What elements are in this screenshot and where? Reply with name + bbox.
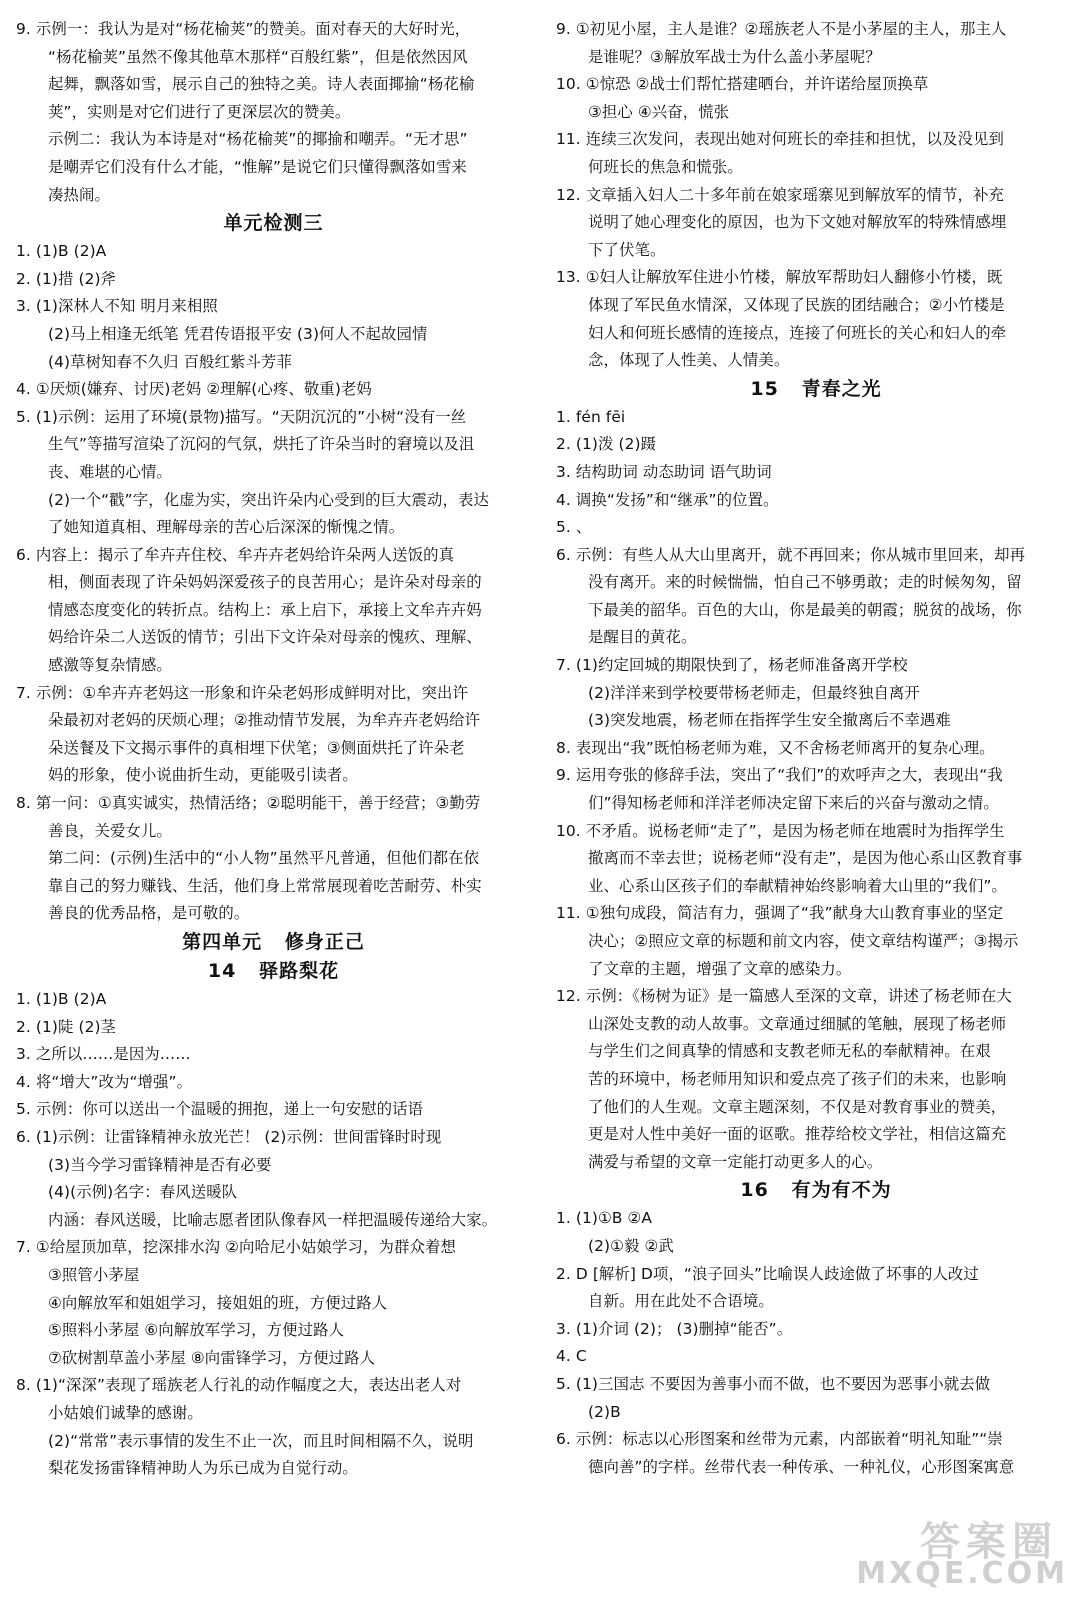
answer-item: 3. 结构助词 动态助词 语气助词 xyxy=(556,462,772,481)
answer-line: ④向解放军和姐姐学习，接姐姐的班，方便过路人 xyxy=(48,1293,388,1312)
answer-item: 1. (1)B (2)A xyxy=(16,242,107,261)
answer-line: 小姑娘们诚挚的感谢。 xyxy=(48,1403,203,1422)
answer-item: 8. (1)“深深”表现了瑶族老人行礼的动作幅度之大，表达出老人对 xyxy=(16,1376,462,1395)
answer-line: 山深处支教的动人故事。文章通过细腻的笔触，展现了杨老师 xyxy=(588,1014,1007,1033)
answer-item: 5. (1)三国志 不要因为善事小而不做，也不要因为恶事小就去做 xyxy=(556,1374,991,1393)
answer-line: 梨花发扬雷锋精神助人为乐已成为自觉行动。 xyxy=(48,1459,358,1478)
answer-item: 7. (1)约定回城的期限快到了，杨老师准备离开学校 xyxy=(556,656,908,675)
answer-item: 6. 示例：有些人从大山里离开，就不再回来；你从城市里回来，却再 xyxy=(556,545,1026,564)
answer-item: 13. ①妇人让解放军住进小竹楼，解放军帮助妇人翻修小竹楼，既 xyxy=(556,268,1003,287)
answer-line: (2)马上相逢无纸笔 凭君传语报平安 (3)何人不起故园情 xyxy=(48,324,428,343)
answer-line: 了他们的人生观。文章主题深刻，不仅是对教育事业的赞美， xyxy=(588,1097,1007,1116)
answer-item: 2. (1)措 (2)斧 xyxy=(16,269,117,288)
answer-line: 相，侧面表现了许朵妈妈深爱孩子的良苦用心；是许朵对母亲的 xyxy=(48,573,482,592)
answer-line: 靠自己的努力赚钱、生活，他们身上常常展现着吃苦耐劳、朴实 xyxy=(48,876,482,895)
answer-item: 4. 将“增大”改为“增强”。 xyxy=(16,1072,193,1091)
answer-line: 德向善”的字样。丝带代表一种传承、一种礼仪，心形图案寓意 xyxy=(588,1457,1015,1476)
answer-line: (2)①毅 ②武 xyxy=(588,1236,674,1255)
answer-line: ③担心 ④兴奋，慌张 xyxy=(588,102,730,121)
answer-line: 下最美的韶华。百色的大山，你是最美的朝霞；脱贫的战场，你 xyxy=(588,600,1022,619)
answer-line: 与学生们之间真挚的情感和支教老师无私的奉献精神。在艰 xyxy=(588,1042,991,1061)
answer-item: 5. 、 xyxy=(556,518,592,537)
answer-line: 了文章的主题，增强了文章的感染力。 xyxy=(588,959,852,978)
answer-item: 3. 之所以……是因为…… xyxy=(16,1045,191,1064)
answer-line: 起舞，飘落如雪，展示自己的独特之美。诗人表面揶揄“杨花榆 xyxy=(48,75,475,94)
answer-line: 下了伏笔。 xyxy=(588,240,666,259)
answer-line: 内涵：春风送暖，比喻志愿者团队像春风一样把温暖传递给大家。 xyxy=(48,1210,498,1229)
section-heading: 第四单元 修身正己 xyxy=(182,931,365,953)
watermark-logo-text: 答案圈 xyxy=(920,1519,1058,1565)
answer-line: 示例二：我认为本诗是对“杨花榆荚”的揶揄和嘲弄。“无才思” xyxy=(48,130,468,149)
right-column xyxy=(556,16,1076,1481)
answer-item: 1. (1)①B ②A xyxy=(556,1209,653,1228)
section-heading: 单元检测三 xyxy=(223,212,324,235)
answer-line: 体现了军民鱼水情深，又体现了民族的团结融合；②小竹楼是 xyxy=(588,295,1005,314)
answer-line: 苦的环境中，杨老师用知识和爱点亮了孩子们的未来，也影响 xyxy=(588,1069,1007,1088)
answer-line: 感激等复杂情感。 xyxy=(48,656,172,675)
answer-line: 了她知道真相、理解母亲的苦心后深深的惭愧之情。 xyxy=(48,518,405,537)
answer-line: (3)当今学习雷锋精神是否有必要 xyxy=(48,1155,272,1174)
answer-line: 是谁呢？③解放军战士为什么盖小茅屋呢？ xyxy=(588,47,881,66)
answer-item: 7. 示例：①牟卉卉老妈这一形象和许朵老妈形成鲜明对比，突出许 xyxy=(16,683,469,702)
answer-item: 10. 不矛盾。说杨老师“走了”，是因为杨老师在地震时为指挥学生 xyxy=(556,821,1005,840)
answer-line: 第二问：(示例)生活中的“小人物”虽然平凡普通，但他们都在依 xyxy=(48,849,480,868)
answer-item: 4. C xyxy=(556,1347,587,1366)
answer-line: 们”得知杨老师和洋洋老师决定留下来后的兴奋与激动之情。 xyxy=(588,794,999,813)
answer-item: 2. (1)泼 (2)蹑 xyxy=(556,435,657,454)
answer-line: 朵送餐及下文揭示事件的真相埋下伏笔；③侧面烘托了许朵老 xyxy=(48,738,465,757)
left-column xyxy=(16,16,531,1483)
answer-item: 6. 内容上：揭示了牟卉卉住校、牟卉卉老妈给许朵两人送饭的真 xyxy=(16,545,455,564)
answer-line: 妇人和何班长感情的连接点，连接了何班长的关心和妇人的牵 xyxy=(588,323,1007,342)
answer-line: 撤离而不幸去世；说杨老师“没有走”，是因为他心系山区教育事 xyxy=(588,849,1023,868)
answer-item: 10. ①惊恐 ②战士们帮忙搭建晒台，并许诺给屋顶换草 xyxy=(556,75,929,94)
answer-item: 4. ①厌烦(嫌弃、讨厌)老妈 ②理解(心疼、敬重)老妈 xyxy=(16,380,372,399)
answer-item: 3. (1)深林人不知 明月来相照 xyxy=(16,297,218,316)
answer-line: 更是对人性中美好一面的讴歌。推荐给校文学社，相信这篇充 xyxy=(588,1125,1007,1144)
answer-item: 9. 示例一：我认为是对“杨花榆荚”的赞美。面对春天的大好时光， xyxy=(16,20,471,38)
site-watermark xyxy=(848,1510,1078,1590)
answer-line: 是嘲弄它们没有什么才能，“惟解”是说它们只懂得飘落如雪来 xyxy=(48,157,467,176)
answer-line: 决心；②照应文章的标题和前文内容，使文章结构谨严；③揭示 xyxy=(588,932,1019,950)
answer-item: 11. ①独句成段，简洁有力，强调了“我”献身大山教育事业的坚定 xyxy=(556,904,1004,923)
answer-line: 丧、难堪的心情。 xyxy=(48,462,172,481)
answer-line: 没有离开。来的时候惴惴，怕自己不够勇敢；走的时候匆匆，留 xyxy=(588,573,1022,592)
answer-item: 3. (1)介词 (2)； (3)删掉“能否”。 xyxy=(556,1319,793,1338)
answer-line: 说明了她心理变化的原因，也为下文她对解放军的特殊情感埋 xyxy=(588,213,1007,232)
answer-item: 7. ①给屋顶加草，挖深排水沟 ②向哈尼小姑娘学习，为群众着想 xyxy=(16,1238,456,1257)
answer-item: 2. D [解析] D项，“浪子回头”比喻误人歧途做了坏事的人改过 xyxy=(556,1264,979,1283)
watermark-url: MXQE.COM xyxy=(856,1556,1068,1591)
answer-line: 何班长的焦急和慌张。 xyxy=(588,157,743,176)
answer-line: 凑热闹。 xyxy=(48,185,110,204)
answer-line: (2)B xyxy=(588,1402,621,1421)
answer-item: 1. fén fēi xyxy=(556,407,626,426)
answer-line: 妈给许朵二人送饭的情节；引出下文许朵对母亲的愧疚、理解、 xyxy=(48,628,482,647)
section-heading: 15 青春之光 xyxy=(750,377,882,400)
answer-line: 善良，关爱女儿。 xyxy=(48,821,172,840)
answer-line: 是醒目的黄花。 xyxy=(588,628,697,647)
answer-line: ⑦砍树割草盖小茅屋 ⑧向雷锋学习，方便过路人 xyxy=(48,1348,376,1367)
answer-line: 妈的形象，使小说曲折生动，更能吸引读者。 xyxy=(48,766,358,785)
answer-item: 5. (1)示例：运用了环境(景物)描写。“天阴沉沉的”小树“没有一丝 xyxy=(16,407,467,426)
answer-line: 念，体现了人性美、人情美。 xyxy=(588,351,790,370)
answer-item: 4. 调换“发扬”和“继承”的位置。 xyxy=(556,490,779,509)
answer-line: ⑤照料小茅屋 ⑥向解放军学习，方便过路人 xyxy=(48,1321,345,1340)
section-heading: 16 有为有不为 xyxy=(740,1179,892,1202)
answer-item: 5. 示例：你可以送出一个温暖的拥抱，递上一句安慰的话语 xyxy=(16,1100,424,1119)
answer-item: 1. (1)B (2)A xyxy=(16,990,107,1008)
answer-item: 8. 第一问：①真实诚实，热情活络；②聪明能干，善于经营；③勤劳 xyxy=(16,794,481,813)
answer-line: (2)“常常”表示事情的发生不止一次，而且时间相隔不久，说明 xyxy=(48,1431,474,1450)
answer-item: 11. 连续三次发问，表现出她对何班长的牵挂和担忧，以及没见到 xyxy=(556,130,1005,149)
answer-line: 情感态度变化的转折点。结构上：承上启下，承接上文牟卉卉妈 xyxy=(48,600,482,619)
answer-line: (2)洋洋来到学校要带杨老师走，但最终独自离开 xyxy=(588,683,920,702)
answer-line: 自新。用在此处不合语境。 xyxy=(588,1292,774,1311)
section-heading: 14 驿路梨花 xyxy=(207,960,340,982)
answer-item: 12. 示例：《杨树为证》是一篇感人至深的文章，讲述了杨老师在大 xyxy=(556,987,1012,1006)
answer-line: 善良的优秀品格，是可敬的。 xyxy=(48,904,250,923)
answer-line: 荚”，实则是对它们进行了更深层次的赞美。 xyxy=(48,102,351,121)
answer-line: (2)一个“戳”字，化虚为实，突出许朵内心受到的巨大震动，表达 xyxy=(48,490,490,509)
answer-item: 2. (1)陡 (2)茎 xyxy=(16,1017,117,1036)
answer-item: 6. 示例：标志以心形图案和丝带为元素，内部嵌着“明礼知耻”“崇 xyxy=(556,1430,1003,1449)
answer-line: 满爱与希望的文章一定能打动更多人的心。 xyxy=(588,1152,883,1171)
answer-item: 8. 表现出“我”既怕杨老师为难，又不舍杨老师离开的复杂心理。 xyxy=(556,738,995,757)
answer-line: (4)草树知春不久归 百般红紫斗芳菲 xyxy=(48,352,292,371)
answer-line: ③照管小茅屋 xyxy=(48,1265,140,1284)
answer-line: 业、心系山区孩子们的奉献精神始终影响着大山里的“我们”。 xyxy=(588,876,1007,895)
answer-line: (4)(示例)名字：春风送暖队 xyxy=(48,1183,238,1202)
answer-item: 9. 运用夸张的修辞手法，突出了“我们”的欢呼声之大，表现出“我 xyxy=(556,766,1003,785)
answer-line: (3)突发地震，杨老师在指挥学生安全撤离后不幸遇难 xyxy=(588,711,951,730)
answer-line: 朵最初对老妈的厌烦心理；②推动情节发展，为牟卉卉老妈给许 xyxy=(48,711,481,730)
answer-item: 6. (1)示例：让雷锋精神永放光芒！ (2)示例：世间雷锋时时现 xyxy=(16,1127,442,1146)
answer-item: 9. ①初见小屋，主人是谁？②瑶族老人不是小茅屋的主人，那主人 xyxy=(556,20,1007,38)
answer-item: 12. 文章插入妇人二十多年前在娘家瑶寨见到解放军的情节，补充 xyxy=(556,185,1005,204)
answer-line: “杨花榆荚”虽然不像其他草木那样“百般红紫”，但是依然因风 xyxy=(48,47,468,66)
answer-line: 生气”等描写渲染了沉闷的气氛，烘托了许朵当时的窘境以及沮 xyxy=(48,435,475,454)
